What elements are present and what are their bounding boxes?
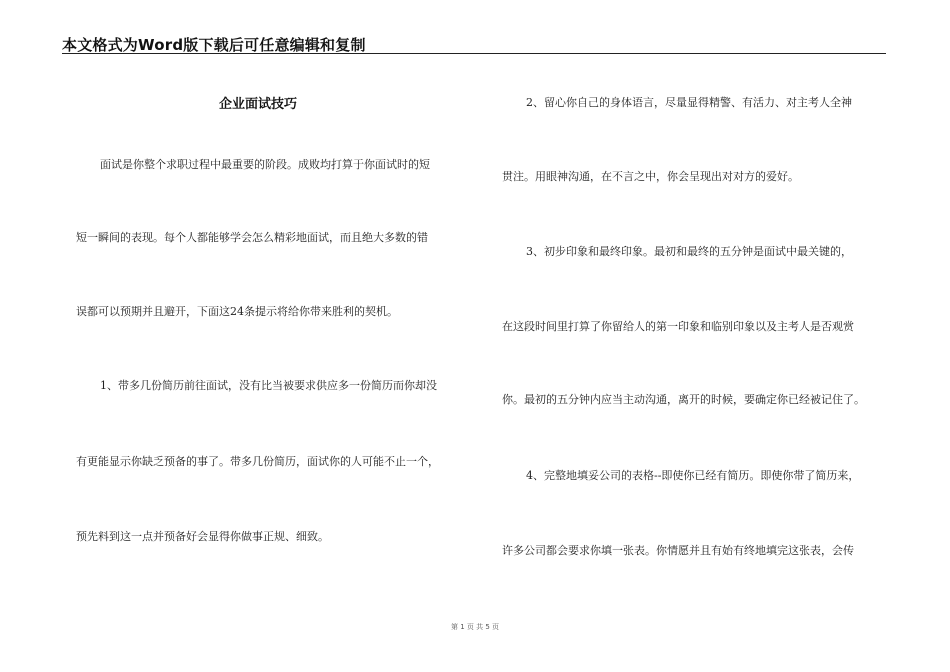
paragraph-line: 你。最初的五分钟内应当主动沟通，离开的时候，要确定你已经被记住了。	[502, 393, 865, 406]
paragraph-line: 有更能显示你缺乏预备的事了。带多几份简历，面试你的人可能不止一个，	[76, 455, 439, 468]
page-number: 第 1 页 共 5 页	[450, 623, 500, 631]
paragraph-line: 在这段时间里打算了你留给人的第一印象和临别印象以及主考人是否观赏	[502, 320, 854, 333]
paragraph-line: 1、带多几份简历前往面试，没有比当被要求供应多一份简历而你却没	[100, 379, 437, 392]
document-title: 企业面试技巧	[219, 97, 298, 112]
paragraph-line: 误都可以预期并且避开，下面这24条提示将给你带来胜利的契机。	[76, 305, 398, 318]
paragraph-line: 2、留心你自己的身体语言，尽量显得精警、有活力、对主考人全神	[526, 96, 852, 109]
paragraph-line: 短一瞬间的表现。每个人都能够学会怎么精彩地面试，而且绝大多数的错	[76, 231, 428, 244]
paragraph-line: 预先料到这一点并预备好会显得你做事正规、细致。	[76, 530, 329, 543]
paragraph-line: 贯注。用眼神沟通，在不言之中，你会呈现出对对方的爱好。	[502, 170, 799, 183]
paragraph-line: 3、初步印象和最终印象。最初和最终的五分钟是面试中最关键的，	[526, 245, 852, 258]
paragraph-line: 面试是你整个求职过程中最重要的阶段。成败均打算于你面试时的短	[100, 158, 430, 171]
paragraph-line: 4、完整地填妥公司的表格--即使你已经有简历。即使你带了简历来，	[526, 469, 860, 482]
header-divider	[62, 53, 886, 54]
document-header: 本文格式为Word版下载后可任意编辑和复制	[62, 36, 366, 54]
paragraph-line: 许多公司都会要求你填一张表。你情愿并且有始有终地填完这张表，会传	[502, 544, 854, 557]
